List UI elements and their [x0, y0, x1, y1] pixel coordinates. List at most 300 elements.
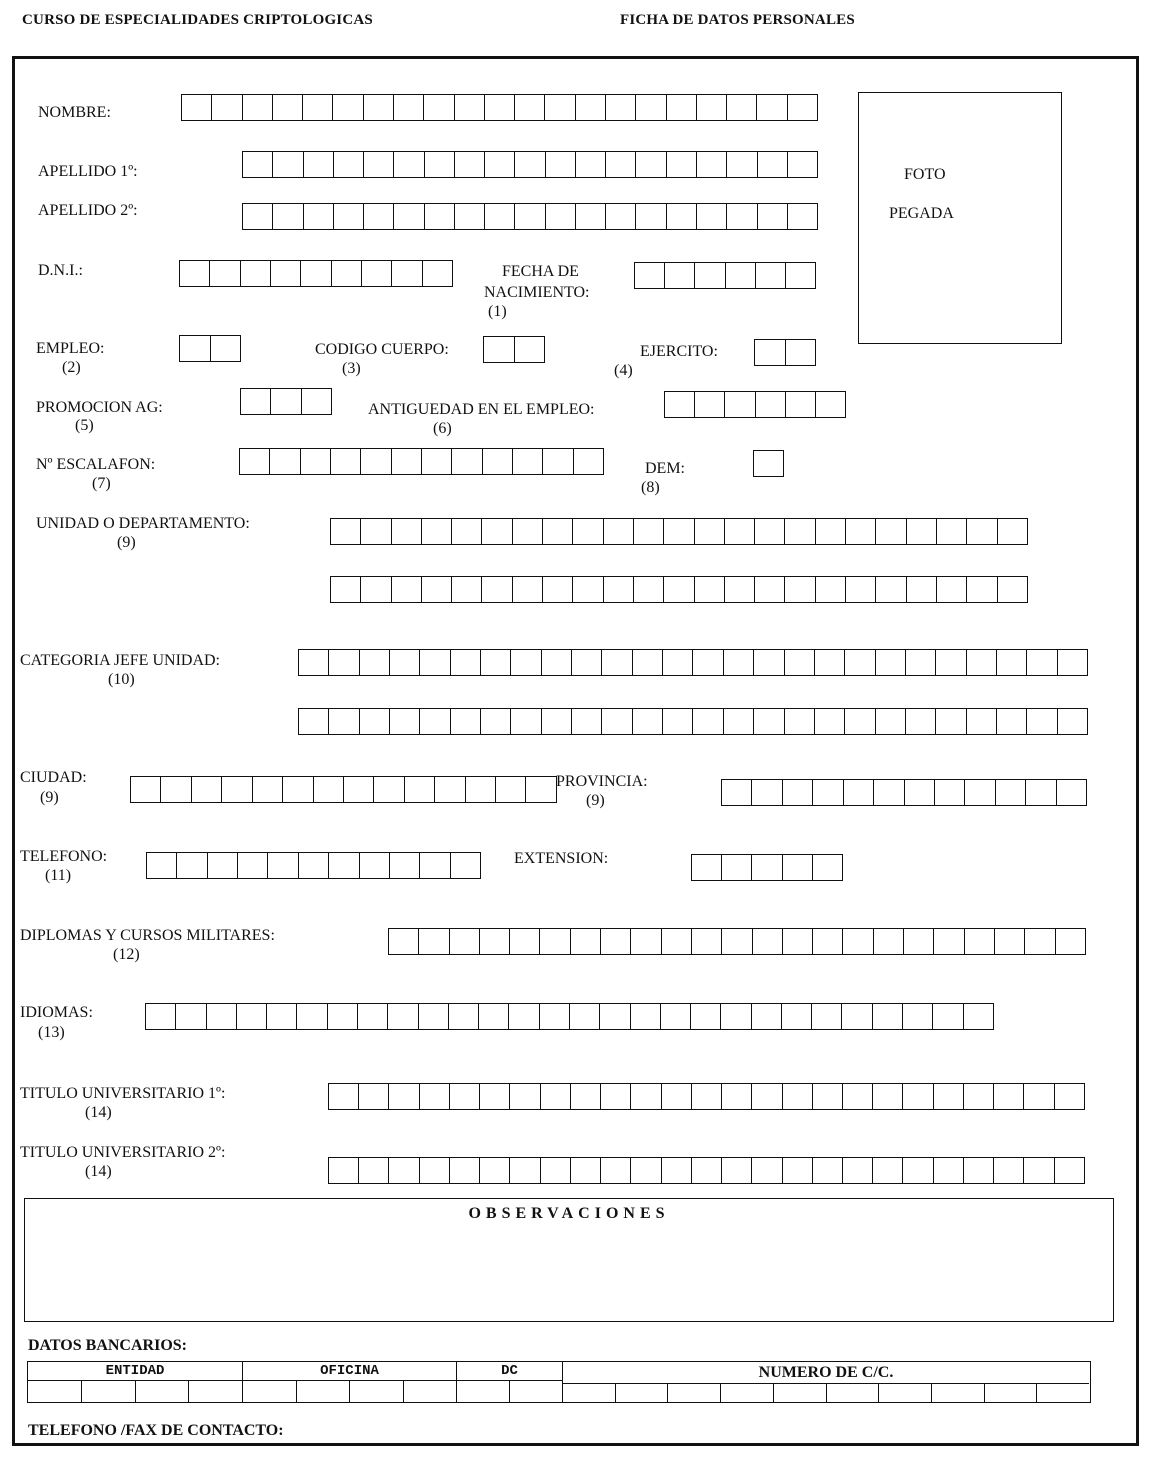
char-box[interactable]	[480, 929, 510, 954]
char-box[interactable]	[692, 1158, 722, 1183]
char-box[interactable]	[785, 519, 815, 544]
char-box[interactable]	[752, 1084, 782, 1109]
char-box[interactable]	[903, 1004, 933, 1029]
char-box[interactable]	[722, 780, 752, 805]
char-box[interactable]	[570, 1004, 600, 1029]
char-box[interactable]	[935, 780, 965, 805]
char-box[interactable]	[873, 1158, 903, 1183]
char-box[interactable]	[182, 95, 212, 120]
bank-entidad-input[interactable]	[28, 1381, 242, 1402]
char-box[interactable]	[965, 780, 995, 805]
char-box[interactable]	[420, 1158, 450, 1183]
dem-input[interactable]	[753, 450, 784, 477]
char-box[interactable]	[755, 340, 786, 365]
char-box[interactable]	[602, 650, 632, 675]
char-box[interactable]	[725, 392, 755, 417]
char-box[interactable]	[513, 577, 543, 602]
bank-oficina-input[interactable]	[243, 1381, 456, 1402]
char-box[interactable]	[422, 519, 452, 544]
char-box[interactable]	[788, 204, 817, 229]
char-box[interactable]	[304, 204, 334, 229]
char-box[interactable]	[606, 204, 636, 229]
char-box[interactable]	[813, 780, 843, 805]
char-box[interactable]	[545, 95, 575, 120]
char-box[interactable]	[423, 261, 452, 286]
nombre-input[interactable]	[181, 94, 818, 121]
char-box[interactable]	[329, 1084, 359, 1109]
empleo-input[interactable]	[179, 335, 241, 362]
char-box[interactable]	[360, 709, 390, 734]
char-box[interactable]	[212, 95, 242, 120]
char-box[interactable]	[697, 95, 727, 120]
char-box[interactable]	[510, 1381, 562, 1402]
apellido1-input[interactable]	[242, 151, 818, 178]
promocion-input[interactable]	[240, 388, 332, 415]
char-box[interactable]	[663, 650, 693, 675]
char-box[interactable]	[147, 853, 177, 878]
char-box[interactable]	[455, 152, 485, 177]
char-box[interactable]	[752, 1004, 782, 1029]
char-box[interactable]	[301, 449, 331, 474]
unidad-input-line-1[interactable]	[330, 518, 1028, 545]
char-box[interactable]	[813, 1158, 843, 1183]
char-box[interactable]	[510, 1084, 540, 1109]
char-box[interactable]	[697, 204, 727, 229]
char-box[interactable]	[450, 929, 480, 954]
char-box[interactable]	[695, 263, 725, 288]
char-box[interactable]	[237, 1004, 267, 1029]
char-box[interactable]	[995, 929, 1025, 954]
char-box[interactable]	[636, 152, 666, 177]
char-box[interactable]	[813, 855, 842, 880]
char-box[interactable]	[361, 577, 391, 602]
codigo-cuerpo-input[interactable]	[483, 336, 545, 363]
char-box[interactable]	[485, 152, 515, 177]
char-box[interactable]	[466, 777, 496, 802]
char-box[interactable]	[176, 1004, 206, 1029]
char-box[interactable]	[662, 1158, 692, 1183]
char-box[interactable]	[994, 1084, 1024, 1109]
char-box[interactable]	[394, 152, 424, 177]
char-box[interactable]	[876, 709, 906, 734]
bank-cuenta-input[interactable]	[563, 1384, 1089, 1402]
fecha-nacimiento-input[interactable]	[634, 262, 816, 289]
char-box[interactable]	[756, 263, 786, 288]
char-box[interactable]	[136, 1381, 190, 1402]
char-box[interactable]	[668, 1384, 721, 1402]
char-box[interactable]	[161, 777, 191, 802]
char-box[interactable]	[452, 577, 482, 602]
char-box[interactable]	[756, 392, 786, 417]
char-box[interactable]	[253, 777, 283, 802]
diplomas-input[interactable]	[388, 928, 1086, 955]
char-box[interactable]	[359, 1158, 389, 1183]
char-box[interactable]	[485, 204, 515, 229]
char-box[interactable]	[601, 1084, 631, 1109]
char-box[interactable]	[967, 577, 997, 602]
char-box[interactable]	[758, 152, 788, 177]
char-box[interactable]	[812, 1004, 842, 1029]
char-box[interactable]	[271, 389, 301, 414]
char-box[interactable]	[874, 929, 904, 954]
char-box[interactable]	[934, 1084, 964, 1109]
char-box[interactable]	[350, 1381, 404, 1402]
char-box[interactable]	[573, 577, 603, 602]
char-box[interactable]	[998, 577, 1027, 602]
char-box[interactable]	[601, 929, 631, 954]
char-box[interactable]	[757, 95, 787, 120]
char-box[interactable]	[361, 449, 391, 474]
char-box[interactable]	[509, 1004, 539, 1029]
char-box[interactable]	[388, 1004, 418, 1029]
char-box[interactable]	[451, 853, 480, 878]
char-box[interactable]	[1057, 780, 1086, 805]
char-box[interactable]	[994, 1158, 1024, 1183]
char-box[interactable]	[542, 650, 572, 675]
char-box[interactable]	[616, 1384, 669, 1402]
char-box[interactable]	[540, 929, 570, 954]
char-box[interactable]	[374, 777, 404, 802]
char-box[interactable]	[691, 1004, 721, 1029]
char-box[interactable]	[457, 1381, 510, 1402]
char-box[interactable]	[725, 519, 755, 544]
char-box[interactable]	[755, 519, 785, 544]
char-box[interactable]	[693, 709, 723, 734]
char-box[interactable]	[420, 650, 450, 675]
char-box[interactable]	[788, 152, 817, 177]
char-box[interactable]	[210, 261, 240, 286]
char-box[interactable]	[510, 929, 540, 954]
char-box[interactable]	[815, 650, 845, 675]
char-box[interactable]	[667, 152, 697, 177]
char-box[interactable]	[82, 1381, 136, 1402]
char-box[interactable]	[510, 1158, 540, 1183]
char-box[interactable]	[722, 1084, 752, 1109]
char-box[interactable]	[301, 261, 331, 286]
unidad-input-line-2[interactable]	[330, 576, 1028, 603]
char-box[interactable]	[997, 709, 1027, 734]
char-box[interactable]	[937, 577, 967, 602]
char-box[interactable]	[450, 1158, 480, 1183]
char-box[interactable]	[600, 1004, 630, 1029]
char-box[interactable]	[727, 152, 757, 177]
char-box[interactable]	[602, 709, 632, 734]
char-box[interactable]	[873, 1004, 903, 1029]
char-box[interactable]	[515, 152, 545, 177]
char-box[interactable]	[1058, 709, 1087, 734]
dni-input[interactable]	[179, 260, 453, 287]
char-box[interactable]	[727, 204, 757, 229]
char-box[interactable]	[243, 204, 273, 229]
char-box[interactable]	[302, 389, 331, 414]
char-box[interactable]	[189, 1381, 242, 1402]
char-box[interactable]	[405, 777, 435, 802]
char-box[interactable]	[267, 1004, 297, 1029]
char-box[interactable]	[131, 777, 161, 802]
char-box[interactable]	[665, 263, 695, 288]
char-box[interactable]	[604, 577, 634, 602]
char-box[interactable]	[238, 853, 268, 878]
char-box[interactable]	[394, 95, 424, 120]
char-box[interactable]	[996, 780, 1026, 805]
char-box[interactable]	[389, 1158, 419, 1183]
char-box[interactable]	[783, 1084, 813, 1109]
char-box[interactable]	[722, 855, 752, 880]
char-box[interactable]	[692, 929, 722, 954]
char-box[interactable]	[511, 650, 541, 675]
char-box[interactable]	[364, 204, 394, 229]
char-box[interactable]	[329, 650, 359, 675]
char-box[interactable]	[394, 204, 424, 229]
char-box[interactable]	[329, 709, 359, 734]
char-box[interactable]	[422, 449, 452, 474]
char-box[interactable]	[422, 577, 452, 602]
char-box[interactable]	[364, 152, 394, 177]
ciudad-input[interactable]	[130, 776, 557, 803]
char-box[interactable]	[541, 1158, 571, 1183]
char-box[interactable]	[631, 1004, 661, 1029]
char-box[interactable]	[515, 95, 545, 120]
char-box[interactable]	[606, 95, 636, 120]
char-box[interactable]	[435, 777, 465, 802]
char-box[interactable]	[634, 577, 664, 602]
char-box[interactable]	[905, 780, 935, 805]
char-box[interactable]	[998, 519, 1027, 544]
char-box[interactable]	[425, 204, 455, 229]
observaciones-box[interactable]	[24, 1198, 1114, 1322]
char-box[interactable]	[1055, 1084, 1084, 1109]
char-box[interactable]	[390, 853, 420, 878]
char-box[interactable]	[695, 519, 725, 544]
char-box[interactable]	[601, 1158, 631, 1183]
char-box[interactable]	[904, 929, 934, 954]
bank-dc-input[interactable]	[457, 1381, 562, 1402]
ejercito-input[interactable]	[754, 339, 816, 366]
char-box[interactable]	[785, 577, 815, 602]
provincia-input[interactable]	[721, 779, 1087, 806]
char-box[interactable]	[1027, 650, 1057, 675]
char-box[interactable]	[721, 1384, 774, 1402]
char-box[interactable]	[283, 777, 313, 802]
char-box[interactable]	[874, 780, 904, 805]
idiomas-input[interactable]	[145, 1003, 994, 1030]
char-box[interactable]	[451, 650, 481, 675]
char-box[interactable]	[967, 650, 997, 675]
char-box[interactable]	[936, 650, 966, 675]
char-box[interactable]	[634, 519, 664, 544]
char-box[interactable]	[842, 1004, 872, 1029]
char-box[interactable]	[360, 853, 390, 878]
char-box[interactable]	[331, 519, 361, 544]
char-box[interactable]	[455, 204, 485, 229]
char-box[interactable]	[664, 519, 694, 544]
char-box[interactable]	[752, 855, 782, 880]
char-box[interactable]	[665, 392, 695, 417]
char-box[interactable]	[389, 1084, 419, 1109]
char-box[interactable]	[572, 650, 602, 675]
telefono-input[interactable]	[146, 852, 481, 879]
char-box[interactable]	[304, 152, 334, 177]
char-box[interactable]	[663, 709, 693, 734]
char-box[interactable]	[273, 204, 303, 229]
char-box[interactable]	[661, 1004, 691, 1029]
char-box[interactable]	[846, 577, 876, 602]
char-box[interactable]	[571, 1084, 601, 1109]
char-box[interactable]	[695, 577, 725, 602]
char-box[interactable]	[268, 853, 298, 878]
char-box[interactable]	[425, 152, 455, 177]
char-box[interactable]	[420, 1084, 450, 1109]
char-box[interactable]	[662, 1084, 692, 1109]
char-box[interactable]	[177, 853, 207, 878]
char-box[interactable]	[571, 929, 601, 954]
char-box[interactable]	[692, 855, 722, 880]
char-box[interactable]	[240, 449, 270, 474]
char-box[interactable]	[482, 519, 512, 544]
char-box[interactable]	[879, 1384, 932, 1402]
char-box[interactable]	[479, 1004, 509, 1029]
char-box[interactable]	[722, 929, 752, 954]
char-box[interactable]	[631, 929, 661, 954]
categoria-input-line-2[interactable]	[298, 708, 1088, 735]
char-box[interactable]	[333, 95, 363, 120]
char-box[interactable]	[937, 519, 967, 544]
char-box[interactable]	[546, 152, 576, 177]
char-box[interactable]	[241, 261, 271, 286]
char-box[interactable]	[907, 519, 937, 544]
char-box[interactable]	[404, 1381, 457, 1402]
char-box[interactable]	[392, 519, 422, 544]
char-box[interactable]	[724, 709, 754, 734]
char-box[interactable]	[480, 1084, 510, 1109]
char-box[interactable]	[542, 709, 572, 734]
char-box[interactable]	[726, 263, 756, 288]
char-box[interactable]	[329, 1158, 359, 1183]
char-box[interactable]	[390, 709, 420, 734]
char-box[interactable]	[389, 929, 419, 954]
char-box[interactable]	[876, 650, 906, 675]
char-box[interactable]	[424, 95, 454, 120]
char-box[interactable]	[783, 929, 813, 954]
char-box[interactable]	[297, 1381, 351, 1402]
char-box[interactable]	[359, 1084, 389, 1109]
char-box[interactable]	[303, 95, 333, 120]
char-box[interactable]	[576, 95, 606, 120]
titulo2-input[interactable]	[328, 1157, 1085, 1184]
char-box[interactable]	[1024, 1158, 1054, 1183]
char-box[interactable]	[633, 650, 663, 675]
char-box[interactable]	[297, 1004, 327, 1029]
char-box[interactable]	[843, 1084, 873, 1109]
char-box[interactable]	[334, 152, 364, 177]
char-box[interactable]	[906, 650, 936, 675]
char-box[interactable]	[328, 1004, 358, 1029]
char-box[interactable]	[758, 204, 788, 229]
char-box[interactable]	[845, 650, 875, 675]
char-box[interactable]	[273, 152, 303, 177]
char-box[interactable]	[934, 929, 964, 954]
char-box[interactable]	[452, 519, 482, 544]
char-box[interactable]	[420, 709, 450, 734]
char-box[interactable]	[755, 577, 785, 602]
char-box[interactable]	[241, 389, 271, 414]
char-box[interactable]	[332, 261, 362, 286]
char-box[interactable]	[419, 1004, 449, 1029]
char-box[interactable]	[222, 777, 252, 802]
char-box[interactable]	[540, 1004, 570, 1029]
char-box[interactable]	[667, 95, 697, 120]
char-box[interactable]	[362, 261, 392, 286]
char-box[interactable]	[1024, 1084, 1054, 1109]
char-box[interactable]	[563, 1384, 616, 1402]
char-box[interactable]	[964, 1158, 994, 1183]
char-box[interactable]	[844, 780, 874, 805]
char-box[interactable]	[526, 777, 555, 802]
char-box[interactable]	[392, 449, 422, 474]
char-box[interactable]	[364, 95, 394, 120]
char-box[interactable]	[753, 929, 783, 954]
char-box[interactable]	[906, 709, 936, 734]
char-box[interactable]	[967, 519, 997, 544]
categoria-input-line-1[interactable]	[298, 649, 1088, 676]
char-box[interactable]	[846, 519, 876, 544]
char-box[interactable]	[543, 519, 573, 544]
char-box[interactable]	[360, 650, 390, 675]
char-box[interactable]	[496, 777, 526, 802]
char-box[interactable]	[816, 392, 845, 417]
char-box[interactable]	[721, 1004, 751, 1029]
char-box[interactable]	[936, 709, 966, 734]
char-box[interactable]	[1056, 929, 1085, 954]
char-box[interactable]	[482, 577, 512, 602]
char-box[interactable]	[692, 1084, 722, 1109]
char-box[interactable]	[964, 1084, 994, 1109]
char-box[interactable]	[299, 650, 329, 675]
char-box[interactable]	[725, 577, 755, 602]
char-box[interactable]	[695, 392, 725, 417]
char-box[interactable]	[573, 519, 603, 544]
char-box[interactable]	[574, 449, 603, 474]
char-box[interactable]	[480, 1158, 510, 1183]
char-box[interactable]	[903, 1084, 933, 1109]
char-box[interactable]	[455, 95, 485, 120]
char-box[interactable]	[392, 261, 422, 286]
char-box[interactable]	[419, 929, 449, 954]
char-box[interactable]	[299, 709, 329, 734]
char-box[interactable]	[667, 204, 697, 229]
char-box[interactable]	[390, 650, 420, 675]
char-box[interactable]	[604, 519, 634, 544]
char-box[interactable]	[270, 449, 300, 474]
char-box[interactable]	[451, 709, 481, 734]
char-box[interactable]	[1058, 650, 1087, 675]
char-box[interactable]	[513, 519, 543, 544]
char-box[interactable]	[485, 95, 515, 120]
char-box[interactable]	[572, 709, 602, 734]
char-box[interactable]	[207, 1004, 237, 1029]
char-box[interactable]	[541, 1084, 571, 1109]
char-box[interactable]	[576, 152, 606, 177]
char-box[interactable]	[329, 853, 359, 878]
char-box[interactable]	[631, 1084, 661, 1109]
char-box[interactable]	[484, 337, 515, 362]
char-box[interactable]	[631, 1158, 661, 1183]
char-box[interactable]	[636, 204, 666, 229]
char-box[interactable]	[361, 519, 391, 544]
char-box[interactable]	[845, 709, 875, 734]
char-box[interactable]	[964, 1004, 993, 1029]
char-box[interactable]	[965, 929, 995, 954]
